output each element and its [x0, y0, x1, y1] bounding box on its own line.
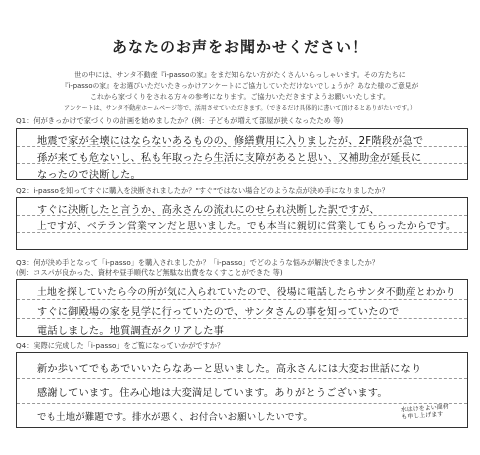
question-label: Q1：何がきっかけで家づくりの計画を始めましたか？: [16, 116, 192, 125]
intro-line: アンケートは、サンタ不動産ホームページ等で、活用させていただきます。（できるだけ具体的に書いて頂けるとありがたいです。）: [64, 105, 416, 112]
answer-box-3[interactable]: [16, 279, 468, 337]
page-title: あなたのお声をお聞かせください！: [111, 38, 368, 56]
intro-line: 世の中には、サンタ不動産『i-passoの家』をまだ知らない方がたくさんいらっしゃいます。その方たちに: [74, 71, 406, 79]
handwritten-note: [401, 403, 450, 420]
answer-box-2[interactable]: [16, 197, 468, 250]
question-2-label: [16, 186, 466, 196]
answer-line: 新か歩いてでもあでいいたらなあーと思いました。高永さんには大変お世話になり: [37, 364, 422, 375]
note-line: 水はけをよい面材: [400, 403, 449, 414]
answer-line: すぐに御殿場の家を見学に行っていたので、サンタさんの事を知っていたので: [37, 307, 400, 318]
ruled-line: [17, 403, 467, 404]
question-example: (例：コスパが良かった、資材や昼手順代など無駄な出費をなくすことができた 等): [16, 268, 283, 277]
question-label: Q3：何が決め手となって「i-passo」を購入されましたか？「i-passo」でどのような悩みが解決できましたか？: [16, 258, 379, 267]
answer-line: すぐに決断したと言うか、高永さんの流れにのせられ決断した訳ですが、: [37, 205, 380, 216]
ruled-line: [17, 318, 467, 319]
answer-line: 上ですが、ベテラン営業マンだと思いました。でも本当に親切に営業してもらったからです。: [37, 221, 456, 232]
ruled-line: [17, 299, 467, 300]
intro-line: 『i-passoの家』をお選びいただいたきっかけアンケートにご協力していただけないでしょうか？あなた様のご意見が: [61, 82, 419, 90]
note-line: も申し上げます: [401, 410, 444, 421]
question-3-example: [16, 268, 466, 278]
answer-line: 感謝しています。住み心地は大変満足しています。ありがとうございます。: [37, 388, 388, 399]
ruled-line: [17, 378, 467, 379]
ruled-line: [17, 232, 467, 233]
answer-box-4[interactable]: [16, 352, 468, 428]
question-label: Q4：実際に完成した「i-passo」をご覧になっていかがですか？: [16, 341, 225, 350]
answer-box-1[interactable]: [16, 128, 468, 180]
answer-line: 電話しました。地質調査がクリアした事: [37, 326, 224, 337]
question-3-label: [16, 258, 466, 268]
question-label: Q2：i-passoを知ってすぐに購入を決断されましたか？: [16, 186, 196, 195]
question-example: (例：子どもが増えて部屋が狭くなったため 等): [191, 116, 344, 125]
answer-line: でも土地が難題です。排水が悪く、お付合いお願いしたいです。: [37, 412, 313, 423]
answer-line: なったので決断した。: [37, 170, 141, 181]
question-4-label: [16, 341, 466, 351]
question-example: "すぐ"ではない場合どのような点が決め手になりましたか？: [195, 186, 389, 195]
answer-line: 地震で家が全壊にはならないあるものの、修繕費用に入りましたが、2F階段が急で: [37, 136, 424, 147]
answer-line: 土地を探していたら今の所が気に入られていたので、役場に電話したらサンタ不動産とわかり: [37, 287, 456, 298]
intro-text: [60, 70, 420, 114]
question-1-label: [16, 116, 466, 126]
intro-line: これから家づくりをされる方々の参考になります。ご協力いただきますようお願いいたします。: [90, 93, 390, 101]
answer-line: 孫が来ても危ないし、私も年取ったら生活に支障があると思い、又補助金が延長に: [37, 153, 422, 164]
